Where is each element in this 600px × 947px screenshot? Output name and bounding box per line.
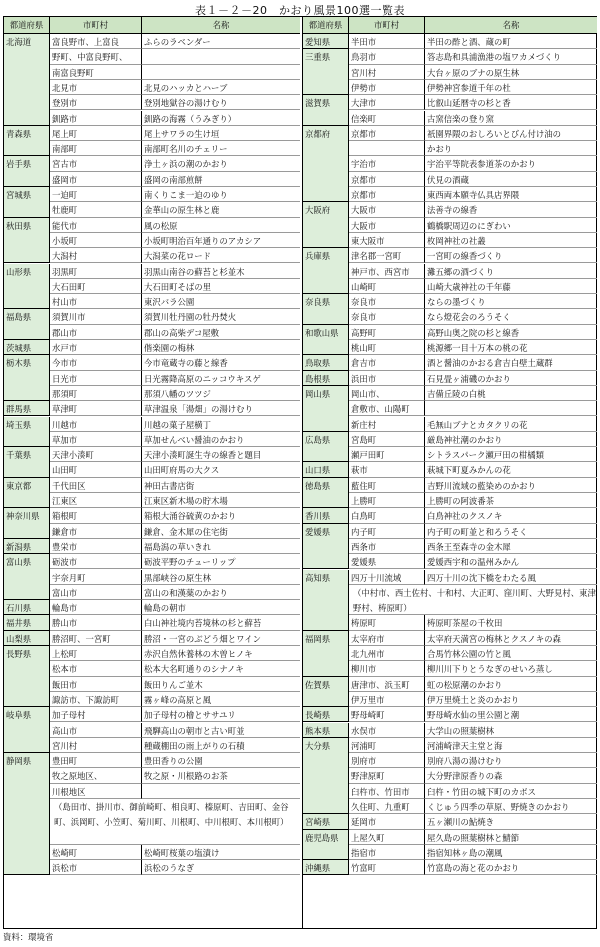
prefecture-cell: 栃木県 (4, 355, 50, 401)
prefecture-cell: 長野県 (4, 646, 50, 707)
municipality-cell: 大津市 (349, 95, 425, 110)
prefecture-cell: 岡山県 (303, 386, 349, 432)
municipality-cell: 神戸市、西宮市 (349, 264, 425, 279)
place-name-cell: 風の松原 (142, 218, 300, 233)
place-name-cell: 一宮町の線香づくり (425, 248, 597, 263)
place-name-cell: 答志島和具浦漁港の塩ワカメづくり (425, 49, 597, 64)
prefecture-cell: 山梨県 (4, 631, 50, 646)
prefecture-cell: 広島県 (303, 432, 349, 463)
place-name-cell: 吉備丘陵の白桃 (425, 386, 597, 401)
place-name-cell: 古窯信楽の登り窯 (425, 111, 597, 126)
municipality-cell: 北九州市 (349, 646, 425, 661)
municipality-cell: 飯田市 (50, 677, 142, 692)
place-name-cell (142, 65, 300, 80)
municipality-cell: 鎌倉市 (50, 524, 142, 539)
place-name-cell: 大分野津原香りの森 (425, 768, 597, 783)
municipality-cell: 須賀川市 (50, 309, 142, 324)
municipality-cell: 萩市 (349, 462, 425, 477)
place-name-cell: 登別地獄谷の湯けむり (142, 95, 300, 110)
prefecture-cell: 香川県 (303, 508, 349, 523)
place-name-cell: 尾上サワラの生け垣 (142, 126, 300, 141)
place-name-cell: 福島潟の草いきれ (142, 539, 300, 554)
municipality-cell: 上松町 (50, 646, 142, 661)
header-name: 名称 (142, 17, 300, 34)
municipality-cell: 宇奈月町 (50, 570, 142, 585)
place-name-cell: ふらのラベンダー (142, 34, 300, 49)
municipality-cell: 宮川村 (50, 738, 142, 753)
place-name-cell: 南くりこま一迫のゆり (142, 187, 300, 202)
municipality-cell: 上勝町 (349, 493, 425, 508)
municipality-cell: 千代田区 (50, 478, 142, 493)
municipality-cell: 唐津市、浜玉町 (349, 677, 425, 692)
place-name-cell: 釧路の海霧（うみぎり） (142, 111, 300, 126)
place-name-cell: 松崎町桜葉の塩漬け (142, 845, 300, 860)
place-name-cell: 石見畳ヶ浦磯のかおり (425, 371, 597, 386)
municipality-cell: 河浦町 (349, 738, 425, 753)
place-name-cell: 灘五郷の酒づくり (425, 264, 597, 279)
municipality-note: （中村市、西土佐村、十和村、大正町、窪川町、大野見村、東津野村、梼原町） (349, 585, 597, 616)
municipality-cell: 富山市 (50, 585, 142, 600)
place-name-cell: くじゅう四季の草原、野焼きのかおり (425, 799, 597, 814)
prefecture-cell: 長崎県 (303, 707, 349, 722)
prefecture-cell: 宮城県 (4, 187, 50, 218)
table-left-column (4, 17, 300, 928)
place-name-cell: 東西両本願寺仏具店界隈 (425, 187, 597, 202)
municipality-cell: 白鳥町 (349, 508, 425, 523)
prefecture-cell: 高知県 (303, 570, 349, 631)
municipality-cell: 那須町 (50, 386, 142, 401)
place-name-cell: 日光霧降高原のニッコウキスゲ (142, 371, 300, 386)
municipality-cell: 上屋久町 (349, 830, 425, 845)
prefecture-cell: 佐賀県 (303, 677, 349, 708)
place-name-cell: 高野山奥之院の杉と線香 (425, 325, 597, 340)
place-name-cell: 北見のハッカとハーブ (142, 80, 300, 95)
place-name-cell: 飯田りんご並木 (142, 677, 300, 692)
municipality-cell: 釧路市 (50, 111, 142, 126)
municipality-cell: 勝沼町、一宮町 (50, 631, 142, 646)
place-name-cell: 白鳥神社のクスノキ (425, 508, 597, 523)
prefecture-cell: 福岡県 (303, 631, 349, 677)
place-name-cell: 勝沼・一宮のぶどう畑とワイン (142, 631, 300, 646)
place-name-cell: 黒部峡谷の原生林 (142, 570, 300, 585)
place-name-cell: 酒と醤油のかおる倉吉白壁土蔵群 (425, 355, 597, 370)
prefecture-cell: 鳥取県 (303, 355, 349, 370)
prefecture-cell: 千葉県 (4, 447, 50, 478)
place-name-cell: 西条王至森寺の金木犀 (425, 539, 597, 554)
prefecture-cell: 福井県 (4, 615, 50, 630)
prefecture-cell: 奈良県 (303, 294, 349, 325)
prefecture-cell: 滋賀県 (303, 95, 349, 126)
place-name-cell: 半田の酢と酒、蔵の町 (425, 34, 597, 49)
place-name-cell: 愛媛西宇和の温州みかん (425, 554, 597, 569)
municipality-cell: 岡山市、 (349, 386, 425, 401)
place-name-cell: 虹の松原潮のかおり (425, 677, 597, 692)
place-name-cell: 川越の菓子屋横丁 (142, 417, 300, 432)
municipality-cell: 日光市 (50, 371, 142, 386)
place-name-cell: 郡山の高柴デコ屋敷 (142, 325, 300, 340)
municipality-cell: 山田町 (50, 462, 142, 477)
place-name-cell: 桃源郷一目十万本の桃の花 (425, 340, 597, 355)
place-name-cell: 鶴橋駅周辺のにぎわい (425, 218, 597, 233)
place-name-cell: 浄土ヶ浜の潮のかおり (142, 156, 300, 171)
municipality-cell: 奈良市 (349, 309, 425, 324)
place-name-cell: 厳島神社潮のかおり (425, 432, 597, 447)
place-name-cell: 柳川川下りとうなぎのせいろ蒸し (425, 661, 597, 676)
place-name-cell: 伊勢神宮参道千年の杜 (425, 80, 597, 95)
place-name-cell: 小坂町明治百年通りのアカシア (142, 233, 300, 248)
place-name-cell: 野母崎水仙の里公園と潮 (425, 707, 597, 722)
fragrance-table (3, 16, 597, 929)
place-name-cell: 種蔵棚田の雨上がりの石積 (142, 738, 300, 753)
header-name: 名称 (425, 17, 597, 34)
municipality-cell: 伊万里市 (349, 692, 425, 707)
municipality-cell: 延岡市 (349, 814, 425, 829)
municipality-cell: 京都市 (349, 126, 425, 141)
place-name-cell: 盛岡の南部煎餅 (142, 172, 300, 187)
place-name-cell: 上勝町の阿波番茶 (425, 493, 597, 508)
place-name-cell: 法善寺の線香 (425, 202, 597, 217)
header-prefecture: 都道府県 (4, 17, 50, 34)
place-name-cell: 草加せんべい醤油のかおり (142, 432, 300, 447)
place-name-cell: 牧之原・川根路のお茶 (142, 768, 300, 783)
prefecture-cell: 静岡県 (4, 753, 50, 875)
prefecture-cell: 三重県 (303, 49, 349, 95)
place-name-cell: 江東区新木場の貯木場 (142, 493, 300, 508)
prefecture-cell: 島根県 (303, 371, 349, 386)
municipality-cell: 倉敷市、山陽町 (349, 401, 425, 416)
prefecture-cell: 新潟県 (4, 539, 50, 554)
municipality-cell: 水戸市 (50, 340, 142, 355)
municipality-cell: 奈良市 (349, 294, 425, 309)
place-name-cell: 臼杵・竹田の城下町のカボス (425, 784, 597, 799)
place-name-cell: 羽黒山南谷の蘚苔と杉並木 (142, 264, 300, 279)
municipality-cell: 勝山市 (50, 615, 142, 630)
prefecture-cell: 愛媛県 (303, 524, 349, 570)
municipality-cell: 砺波市 (50, 554, 142, 569)
municipality-cell: 桃山町 (349, 340, 425, 355)
municipality-cell: 草津町 (50, 401, 142, 416)
place-name-cell: 鎌倉、金木犀の住宅街 (142, 524, 300, 539)
table-right-column (302, 17, 597, 928)
place-name-cell: 大石田町そばの里 (142, 279, 300, 294)
place-name-cell: 吉野川流域の藍染めのかおり (425, 478, 597, 493)
prefecture-cell: 石川県 (4, 600, 50, 615)
place-name-cell: 河浦崎津天主堂と海 (425, 738, 597, 753)
place-name-cell: 山崎大歳神社の千年藤 (425, 279, 597, 294)
prefecture-cell: 茨城県 (4, 340, 50, 355)
prefecture-cell: 兵庫県 (303, 248, 349, 294)
place-name-cell: 四万十川の沈下橋をわたる風 (425, 570, 597, 585)
municipality-cell: 江東区 (50, 493, 142, 508)
municipality-cell: 高野町 (349, 325, 425, 340)
municipality-cell: 野町、中富良野町、 (50, 49, 142, 64)
municipality-cell: 南部町 (50, 141, 142, 156)
municipality-cell: 内子町 (349, 524, 425, 539)
prefecture-cell: 愛知県 (303, 34, 349, 49)
place-name-cell: 赤沢自然休養林の木曽ヒノキ (142, 646, 300, 661)
place-name-cell: 竹富島の海と花のかおり (425, 860, 597, 875)
municipality-cell: 伊勢市 (349, 80, 425, 95)
municipality-cell: 藍住町 (349, 478, 425, 493)
place-name-cell: 神田古書店街 (142, 478, 300, 493)
municipality-cell: 大阪市 (349, 218, 425, 233)
municipality-cell: 京都市 (349, 187, 425, 202)
place-name-cell (142, 784, 300, 799)
place-name-cell: 砺波平野のチューリップ (142, 554, 300, 569)
municipality-cell: 宮古市 (50, 156, 142, 171)
municipality-cell: 大石田町 (50, 279, 142, 294)
municipality-cell: 羽黒町 (50, 264, 142, 279)
municipality-cell: 北見市 (50, 80, 142, 95)
municipality-cell: 能代市 (50, 218, 142, 233)
prefecture-cell: 山形県 (4, 264, 50, 310)
prefecture-cell: 山口県 (303, 462, 349, 477)
municipality-cell: 一迫町 (50, 187, 142, 202)
place-name-cell: 須賀川牡丹園の牡丹焚火 (142, 309, 300, 324)
municipality-cell: 松本市 (50, 661, 142, 676)
place-name-cell: 枚岡神社の社叢 (425, 233, 597, 248)
municipality-cell: 加子母村 (50, 707, 142, 722)
municipality-cell: 瀬戸田町 (349, 447, 425, 462)
municipality-cell: 盛岡市 (50, 172, 142, 187)
place-name-cell (425, 401, 597, 416)
municipality-cell: 久住町、九重町 (349, 799, 425, 814)
prefecture-cell: 岩手県 (4, 156, 50, 187)
municipality-cell: 富良野市、上富良 (50, 34, 142, 49)
municipality-cell: 半田市 (349, 34, 425, 49)
municipality-cell: 豊栄市 (50, 539, 142, 554)
place-name-cell: 祇園界隈のおしろいとびん付け油の (425, 126, 597, 141)
municipality-cell: 牡鹿町 (50, 202, 142, 217)
place-name-cell: 草津温泉「湯畑」の湯けむり (142, 401, 300, 416)
municipality-cell: 牧之原地区、 (50, 768, 142, 783)
municipality-cell: 川根地区 (50, 784, 142, 799)
municipality-cell: 登別市 (50, 95, 142, 110)
municipality-cell: 箱根町 (50, 508, 142, 523)
source-note: 資料：環境省 (3, 932, 54, 942)
place-name-cell: 飛騨高山の朝市と古い町並 (142, 723, 300, 738)
place-name-cell: 今市竜蔵寺の藤と線香 (142, 355, 300, 370)
municipality-cell: 豊田町 (50, 753, 142, 768)
municipality-cell: 輪島市 (50, 600, 142, 615)
municipality-cell: 西条市 (349, 539, 425, 554)
place-name-cell: 伏見の酒蔵 (425, 172, 597, 187)
place-name-cell: 霧ヶ峰の高原と風 (142, 692, 300, 707)
place-name-cell: 萩城下町夏みかんの花 (425, 462, 597, 477)
prefecture-cell: 沖縄県 (303, 860, 349, 875)
place-name-cell: 比叡山延暦寺の杉と香 (425, 95, 597, 110)
place-name-cell: 松本大名町通りのシナノキ (142, 661, 300, 676)
municipality-cell: 郡山市 (50, 325, 142, 340)
prefecture-cell: 宮崎県 (303, 814, 349, 829)
place-name-cell: 那須八幡のツツジ (142, 386, 300, 401)
municipality-cell: 小坂町 (50, 233, 142, 248)
place-name-cell: かおり (425, 141, 597, 156)
municipality-cell: 信楽町 (349, 111, 425, 126)
municipality-cell: 東大阪市 (349, 233, 425, 248)
place-name-cell: 箱根大涌谷硫黄のかおり (142, 508, 300, 523)
place-name-cell (142, 49, 300, 64)
prefecture-cell: 北海道 (4, 34, 50, 126)
prefecture-cell: 東京都 (4, 478, 50, 509)
place-name-cell: 金華山の原生林と鹿 (142, 202, 300, 217)
municipality-cell: 大潟村 (50, 248, 142, 263)
municipality-cell: 浜松市 (50, 860, 142, 875)
municipality-cell: 宇治市 (349, 156, 425, 171)
prefecture-cell: 青森県 (4, 126, 50, 157)
prefecture-cell: 岐阜県 (4, 707, 50, 753)
header-municipality: 市町村 (349, 17, 425, 34)
place-name-cell: 宇治平等院表参道茶のかおり (425, 156, 597, 171)
prefecture-cell: 富山県 (4, 554, 50, 600)
prefecture-cell: 和歌山県 (303, 325, 349, 356)
municipality-cell: 大阪市 (349, 202, 425, 217)
municipality-cell: 浜田市 (349, 371, 425, 386)
prefecture-cell: 京都府 (303, 126, 349, 203)
place-name-cell: 伊万里焼土と炎のかおり (425, 692, 597, 707)
place-name-cell: 内子町の町並と和ろうそく (425, 524, 597, 539)
prefecture-cell: 埼玉県 (4, 417, 50, 448)
prefecture-cell: 大阪府 (303, 202, 349, 248)
municipality-cell: 京都市 (349, 172, 425, 187)
municipality-cell: 愛媛県 (349, 554, 425, 569)
municipality-cell: 臼杵市、竹田市 (349, 784, 425, 799)
place-name-cell: なら燈花会のろうそく (425, 309, 597, 324)
prefecture-cell: 神奈川県 (4, 508, 50, 539)
place-name-cell: 指宿知林ヶ島の潮風 (425, 845, 597, 860)
municipality-cell: 今市市 (50, 355, 142, 370)
municipality-cell: 新庄村 (349, 417, 425, 432)
municipality-cell: 太宰府市 (349, 631, 425, 646)
municipality-cell: 別府市 (349, 753, 425, 768)
municipality-cell: 宮川村 (349, 65, 425, 80)
prefecture-cell: 福島県 (4, 309, 50, 340)
municipality-cell: 野母崎町 (349, 707, 425, 722)
place-name-cell: ならの墨づくり (425, 294, 597, 309)
municipality-cell: 鳥羽市 (349, 49, 425, 64)
place-name-cell: 大台ヶ原のブナの原生林 (425, 65, 597, 80)
municipality-cell: 野津原町 (349, 768, 425, 783)
municipality-cell: 梼原町 (349, 615, 425, 630)
place-name-cell: シトラスパーク瀬戸田の柑橘類 (425, 447, 597, 462)
place-name-cell: 合馬竹林公園の竹と風 (425, 646, 597, 661)
municipality-cell: 諏訪市、下諏訪町 (50, 692, 142, 707)
place-name-cell: 天津小湊町誕生寺の線香と題目 (142, 447, 300, 462)
place-name-cell: 南部町名川のチェリー (142, 141, 300, 156)
place-name-cell: 屋久島の照葉樹林と鯖節 (425, 830, 597, 845)
place-name-cell: 東沢バラ公園 (142, 294, 300, 309)
place-name-cell: 偕楽園の梅林 (142, 340, 300, 355)
municipality-cell: 山崎町 (349, 279, 425, 294)
prefecture-cell: 鹿児島県 (303, 830, 349, 861)
prefecture-cell: 徳島県 (303, 478, 349, 509)
table-title: 表１－２－20 かおり風景100選一覧表 (195, 4, 405, 17)
place-name-cell: 豊田香りの公園 (142, 753, 300, 768)
municipality-cell: 柳川市 (349, 661, 425, 676)
municipality-cell: 津名郡一宮町 (349, 248, 425, 263)
place-name-cell: 毛無山ブナとカタクリの花 (425, 417, 597, 432)
prefecture-cell: 大分県 (303, 738, 349, 815)
prefecture-cell: 群馬県 (4, 401, 50, 416)
municipality-cell: 竹富町 (349, 860, 425, 875)
municipality-cell: 松崎町 (50, 845, 142, 860)
place-name-cell: 太宰府天満宮の梅林とクスノキの森 (425, 631, 597, 646)
municipality-cell: 南富良野町 (50, 65, 142, 80)
municipality-cell: 宮島町 (349, 432, 425, 447)
municipality-cell: 指宿市 (349, 845, 425, 860)
place-name-cell: 梼原町茶屋の千枚田 (425, 615, 597, 630)
place-name-cell: 大学山の照葉樹林 (425, 723, 597, 738)
place-name-cell: 輪島の朝市 (142, 600, 300, 615)
municipality-cell: 倉吉市 (349, 355, 425, 370)
header-prefecture: 都道府県 (303, 17, 349, 34)
place-name-cell: 山田町府馬の大クス (142, 462, 300, 477)
prefecture-cell: 秋田県 (4, 218, 50, 264)
place-name-cell: 五ヶ瀬川の鮎焼き (425, 814, 597, 829)
municipality-cell: 水俣市 (349, 723, 425, 738)
municipality-cell: 高山市 (50, 723, 142, 738)
header-municipality: 市町村 (50, 17, 142, 34)
municipality-cell: 天津小湊町 (50, 447, 142, 462)
place-name-cell: 白山神社境内苔境林の杉と蘚苔 (142, 615, 300, 630)
municipality-cell (349, 141, 425, 156)
municipality-cell: 村山市 (50, 294, 142, 309)
prefecture-cell: 熊本県 (303, 723, 349, 738)
municipality-cell: 四万十川流域 (349, 570, 425, 585)
municipality-cell: 川越市 (50, 417, 142, 432)
place-name-cell: 大潟菜の花ロード (142, 248, 300, 263)
place-name-cell: 別府八湯の湯けむり (425, 753, 597, 768)
municipality-note: （島田市、掛川市、御前崎町、相良町、榛原町、吉田町、金谷町、浜岡町、小笠町、菊川町、川根町、中川根町、本川根町） (50, 799, 300, 845)
place-name-cell: 加子母村の檜とササユリ (142, 707, 300, 722)
municipality-cell: 草加市 (50, 432, 142, 447)
place-name-cell: 富山の和漢薬のかおり (142, 585, 300, 600)
municipality-cell: 尾上町 (50, 126, 142, 141)
place-name-cell: 浜松のうなぎ (142, 860, 300, 875)
